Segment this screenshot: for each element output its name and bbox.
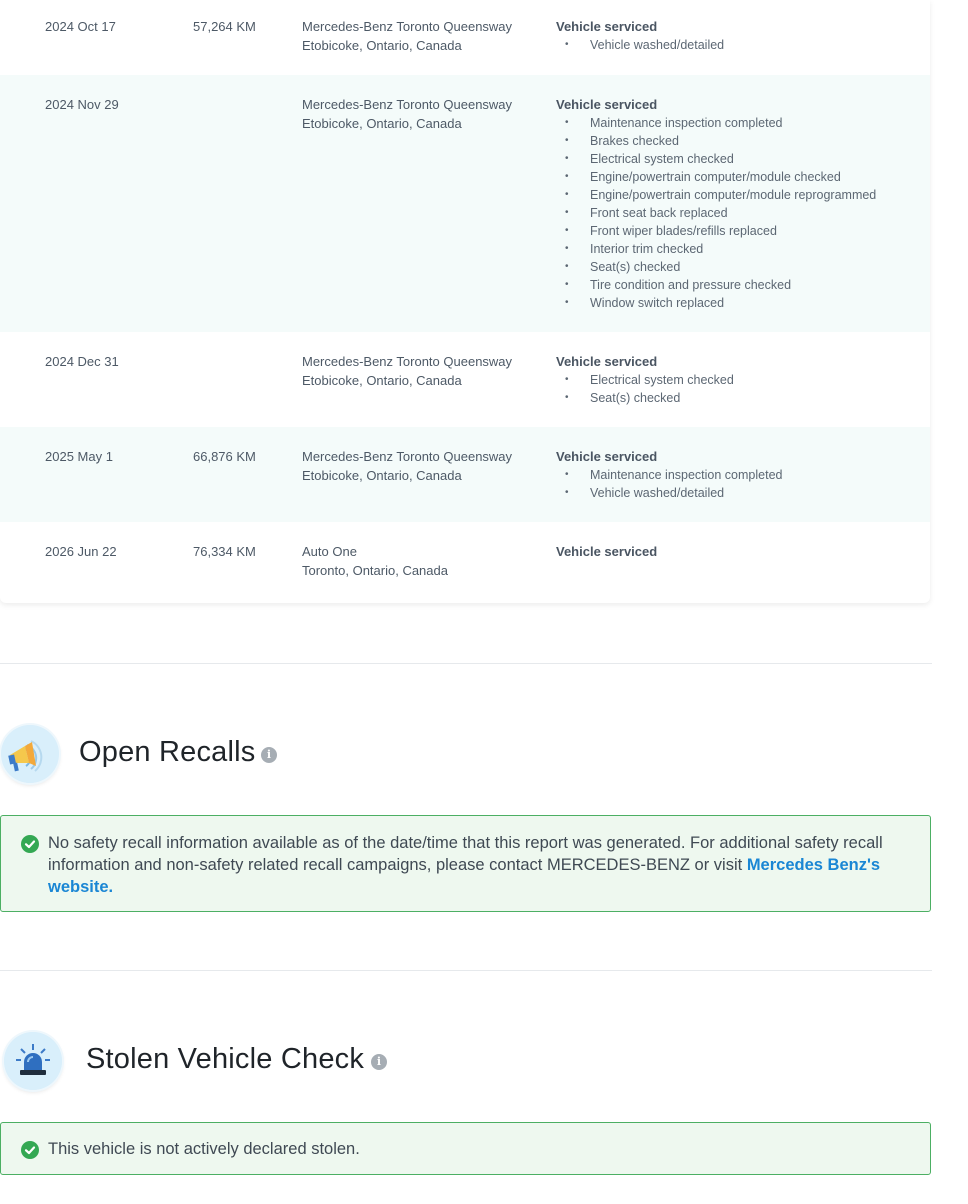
service-history-table	[0, 0, 930, 603]
list-item: • Front seat back replaced	[556, 204, 916, 222]
source-name: Mercedes-Benz Toronto Queensway	[302, 19, 513, 34]
stolen-alert-text: This vehicle is not actively declared stolen.	[48, 1140, 360, 1158]
list-item: • Seat(s) checked	[556, 389, 916, 407]
check-circle-icon	[21, 835, 39, 853]
source-name: Mercedes-Benz Toronto Queensway	[302, 97, 513, 112]
details-list	[556, 466, 916, 502]
table-row	[0, 0, 930, 75]
siren-icon	[4, 1032, 62, 1090]
list-item: • Front wiper blades/refills replaced	[556, 222, 916, 240]
list-item: • Electrical system checked	[556, 150, 916, 168]
record-odometer: 66,876 KM	[193, 449, 256, 464]
list-item: • Tire condition and pressure checked	[556, 276, 916, 294]
section-divider	[0, 970, 932, 971]
details-list	[556, 114, 916, 312]
source-location: Etobicoke, Ontario, Canada	[302, 373, 462, 388]
source-name: Mercedes-Benz Toronto Queensway	[302, 354, 513, 369]
check-circle-icon	[21, 1141, 39, 1159]
info-icon[interactable]: i	[371, 1054, 387, 1070]
details-list	[556, 371, 916, 407]
record-source	[302, 542, 448, 580]
record-source	[302, 95, 512, 133]
info-icon[interactable]: i	[261, 747, 277, 763]
record-date: 2024 Dec 31	[45, 354, 119, 369]
list-item: • Seat(s) checked	[556, 258, 916, 276]
list-item: • Window switch replaced	[556, 294, 916, 312]
record-date: 2026 Jun 22	[45, 544, 117, 559]
record-details	[556, 95, 916, 312]
stolen-check-title: Stolen Vehicle Check	[86, 1043, 365, 1075]
record-source	[302, 17, 512, 55]
source-name: Mercedes-Benz Toronto Queensway	[302, 449, 513, 464]
record-odometer: 57,264 KM	[193, 19, 256, 34]
source-location: Toronto, Ontario, Canada	[302, 563, 448, 578]
source-location: Etobicoke, Ontario, Canada	[302, 38, 462, 53]
record-details	[556, 352, 916, 407]
list-item: • Vehicle washed/detailed	[556, 36, 916, 54]
list-item: • Engine/powertrain computer/module reprogrammed	[556, 186, 916, 204]
megaphone-icon	[1, 725, 59, 783]
table-row	[0, 332, 930, 427]
manufacturer-website-link[interactable]: Mercedes Benz's website.	[48, 856, 881, 896]
record-details	[556, 17, 916, 54]
source-name: Auto One	[302, 544, 357, 559]
recall-alert	[0, 815, 931, 912]
list-item: • Brakes checked	[556, 132, 916, 150]
table-row	[0, 522, 930, 603]
source-location: Etobicoke, Ontario, Canada	[302, 468, 462, 483]
list-item: • Electrical system checked	[556, 371, 916, 389]
list-item: • Engine/powertrain computer/module checked	[556, 168, 916, 186]
table-row	[0, 75, 930, 332]
record-source	[302, 447, 512, 485]
recall-message: No safety recall information available as of the date/time that this report was generated. For additional safety recall information and non-safety related recall campaigns, please contact MERCEDES-BENZ or visit	[48, 834, 883, 874]
stolen-alert	[0, 1122, 931, 1175]
record-details	[556, 447, 916, 502]
list-item: • Vehicle washed/detailed	[556, 484, 916, 502]
list-item: • Interior trim checked	[556, 240, 916, 258]
recall-alert-text	[48, 832, 888, 898]
record-date: 2025 May 1	[45, 449, 113, 464]
details-title: Vehicle serviced	[556, 544, 658, 559]
section-divider	[0, 663, 932, 664]
details-title: Vehicle serviced	[556, 354, 658, 369]
record-date: 2024 Oct 17	[45, 19, 116, 34]
record-date: 2024 Nov 29	[45, 97, 119, 112]
source-location: Etobicoke, Ontario, Canada	[302, 116, 462, 131]
record-source	[302, 352, 512, 390]
record-details	[556, 542, 916, 561]
details-title: Vehicle serviced	[556, 97, 658, 112]
list-item: • Maintenance inspection completed	[556, 466, 916, 484]
details-list	[556, 36, 916, 54]
table-row	[0, 427, 930, 522]
list-item: • Maintenance inspection completed	[556, 114, 916, 132]
record-odometer: 76,334 KM	[193, 544, 256, 559]
details-title: Vehicle serviced	[556, 449, 658, 464]
open-recalls-title: Open Recalls	[79, 736, 256, 768]
details-title: Vehicle serviced	[556, 19, 658, 34]
